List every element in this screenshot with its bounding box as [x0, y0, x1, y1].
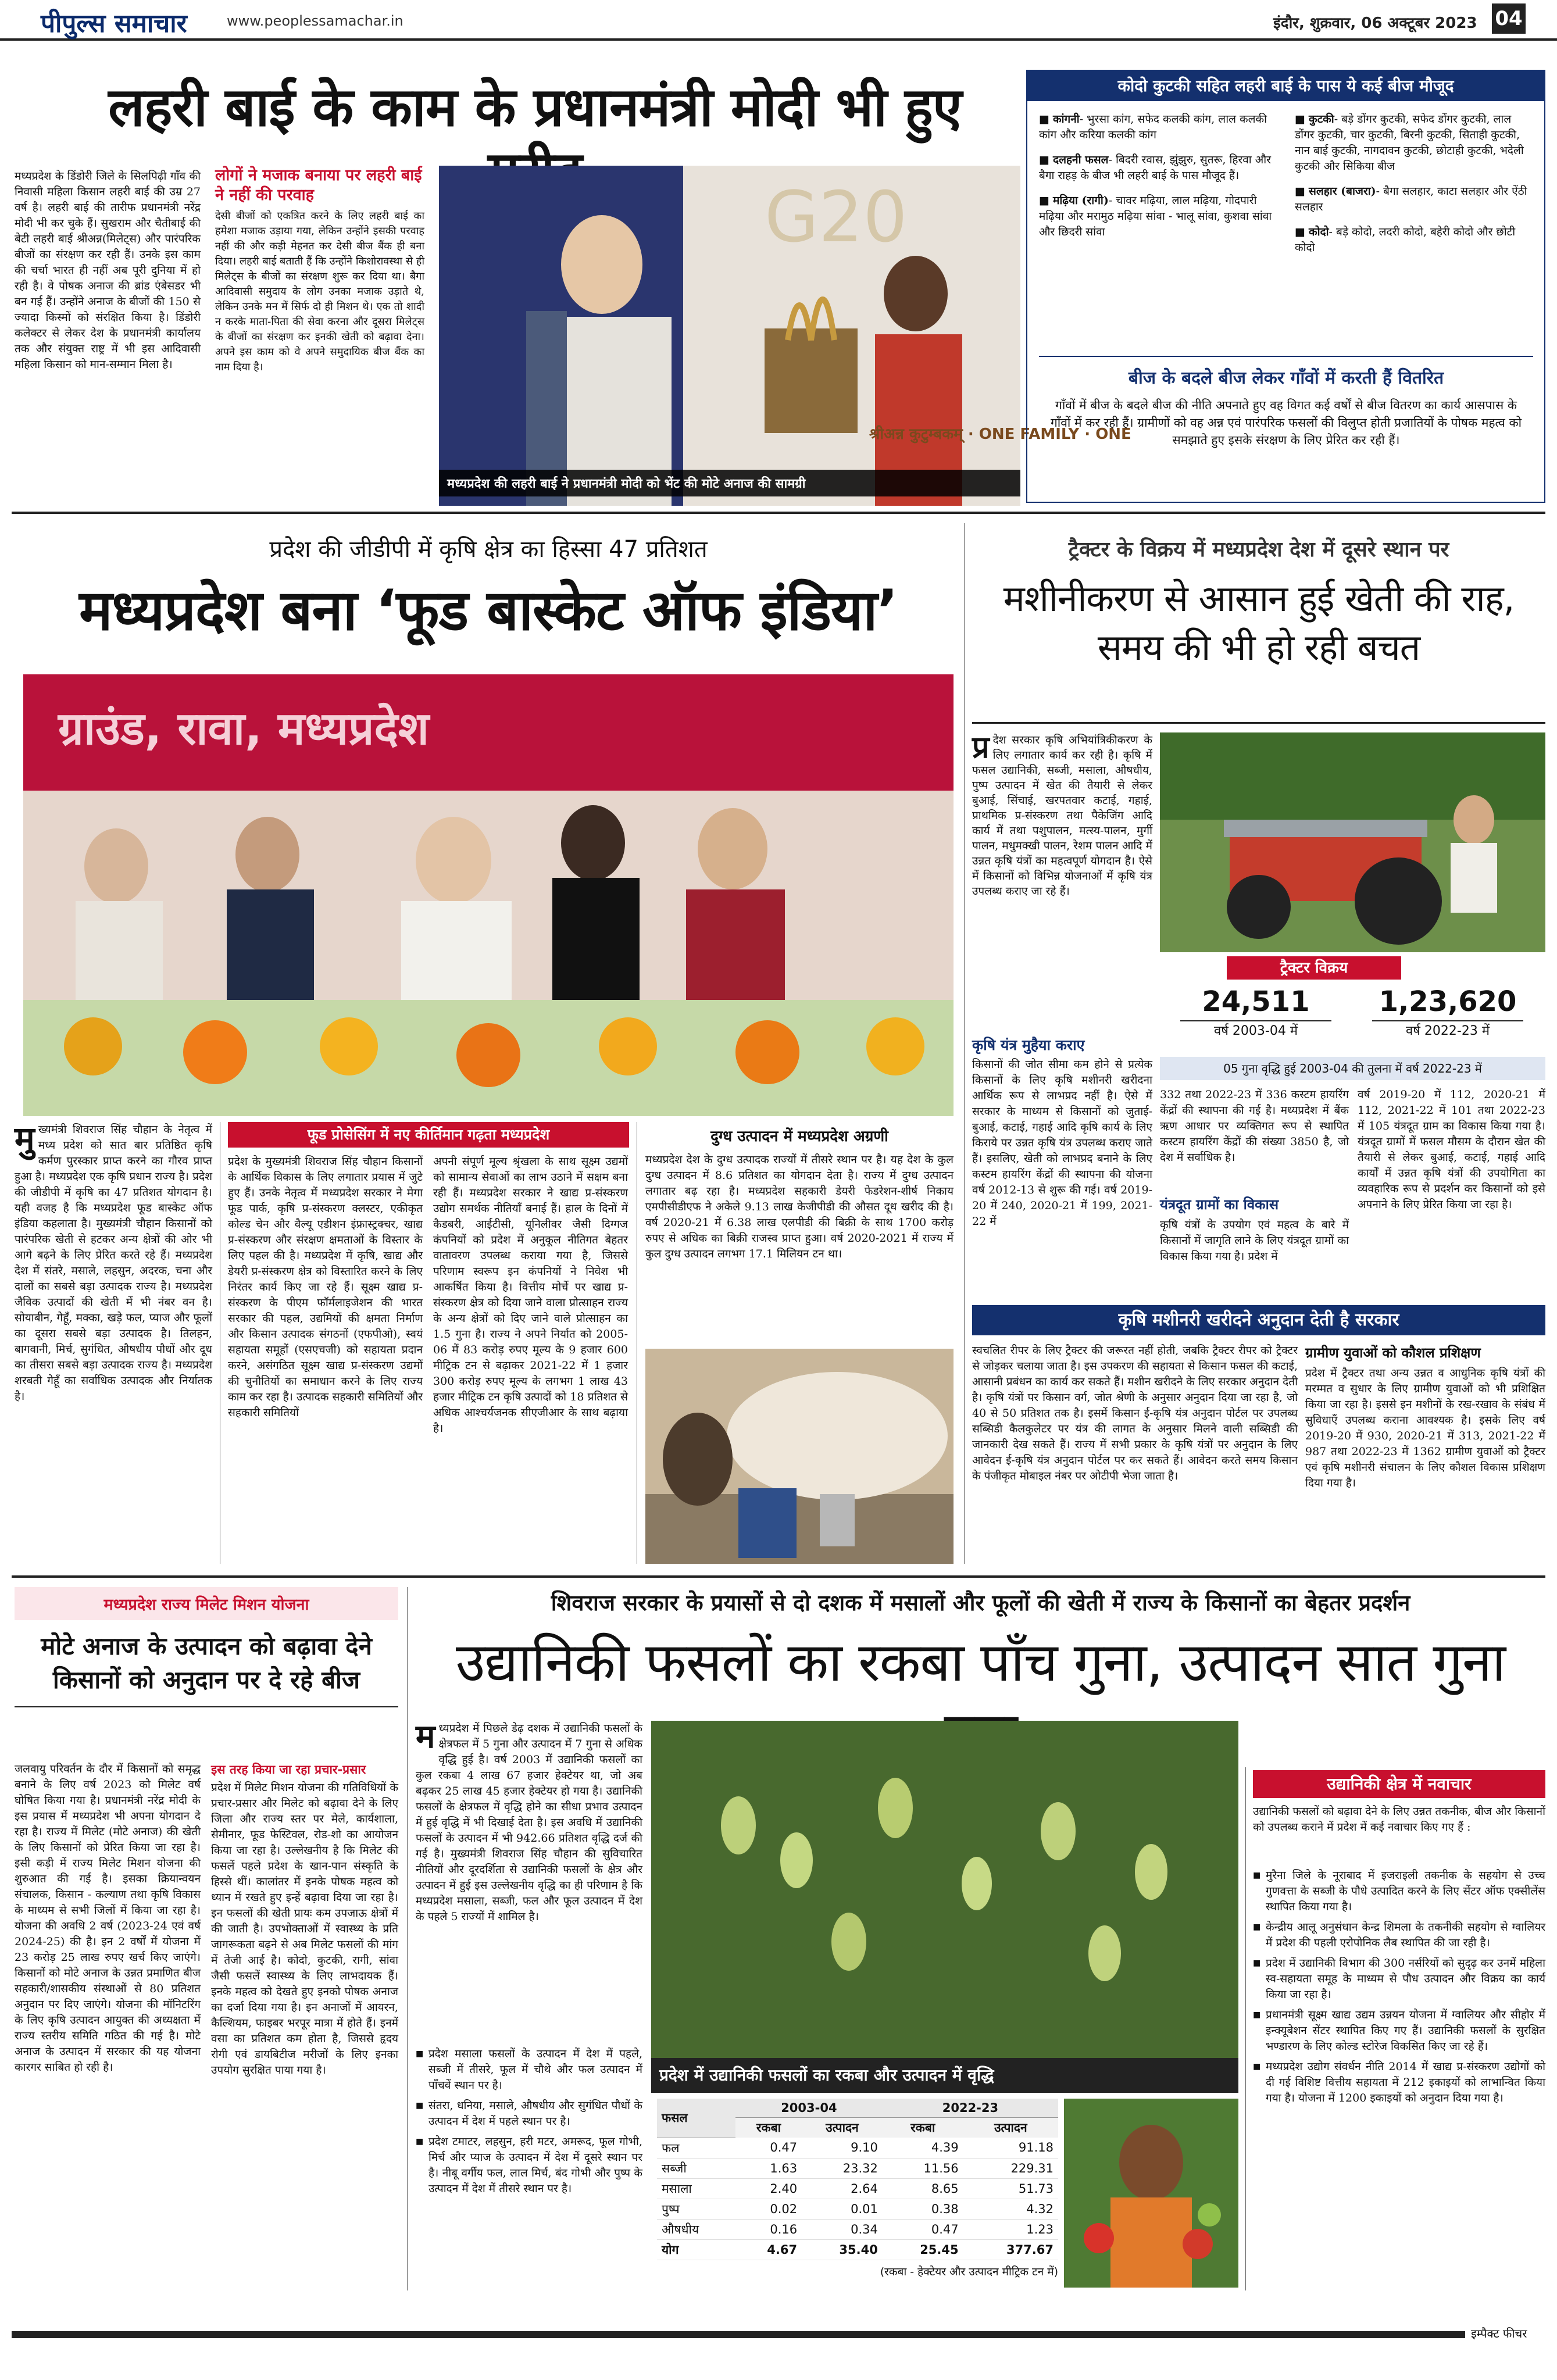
table-subheader: उत्पादन — [994, 2121, 1027, 2135]
section-divider — [12, 512, 1545, 514]
horti-table — [657, 2099, 1058, 2260]
table-cell: 377.67 — [963, 2239, 1058, 2260]
page-number: 04 — [1492, 3, 1526, 34]
table-cell: 0.16 — [735, 2219, 802, 2239]
stage-photo-illustration — [23, 674, 954, 1116]
story1-col2 — [215, 166, 424, 503]
tractor-sales-title: ट्रैक्टर विक्रय — [1227, 956, 1401, 980]
column-rule — [407, 1587, 408, 2290]
photo-mango-orchard — [651, 1721, 1238, 2058]
table-cell: 11.56 — [883, 2158, 963, 2178]
tractor-section — [972, 526, 1545, 724]
horti-table-body — [657, 2138, 1058, 2260]
table-cell: 23.32 — [802, 2158, 883, 2178]
dairy-title: दुग्ध उत्पादन में मध्यप्रदेश अग्रणी — [710, 1128, 888, 1145]
table-cell: 0.01 — [802, 2199, 883, 2219]
photo-illustration — [439, 166, 1131, 506]
table-cell: पुष्प — [657, 2199, 735, 2219]
table-cell: फल — [657, 2138, 735, 2158]
table-cell: मसाला — [657, 2178, 735, 2199]
table-cell: 4.67 — [735, 2239, 802, 2260]
millet-headline: मोटे अनाज के उत्पादन को बढ़ावा देने किसानों को अनुदान पर दे रहे बीज — [15, 1620, 398, 1707]
tractor-col1 — [972, 732, 1152, 1046]
seed-distribution-text: गाँवों में बीज के बदले बीज की नीति अपनाते हुए वह विगत कई वर्षों से बीज वितरण का कार्य आसपास के गाँवों में कर रही हैं। ग्रामीणों को वह अन्न एवं पारंपरिक फसलों की विलुप्त होती प्रजातियों के पोषक महत्व को समझाते हुए इसके संरक्षण के लिए प्रेरित कर रही हैं। — [1050, 398, 1522, 447]
tractor-col1-text: देश सरकार कृषि अभियांत्रिकीकरण के लिए लगातार कार्य कर रही है। कृषि में फसल उद्यानिकी, सब्जी, मसाला, औषधीय, पुष्प उत्पादन में खेत की तैयारी से लेकर बुआई, सिंचाई, खरपतवार कटाई, गहाई, प्राथमिक प्र-संस्करण तथा पैकेजिंग आदि कार्य में तथा पशुपालन, मत्स्य-पालन, मुर्गी पालन, मधुमक्खी पालन, रेशम पालन आदि में उन्नत कृषि यंत्रों का महत्वपूर्ण योगदान है। ऐसे में किसानों को विभिन्न योजनाओं में कृषि यंत्र उपलब्ध कराए जा रहे हैं। — [972, 734, 1152, 898]
table-header: फसल — [657, 2099, 735, 2138]
table-cell: औषधीय — [657, 2219, 735, 2239]
millet-col2 — [211, 1761, 398, 2285]
story1-headline: लहरी बाई के काम के प्रधानमंत्री मोदी भी हुए — [108, 76, 962, 138]
innovation-bullets — [1253, 1868, 1545, 2286]
innovation-bullet: ■ प्रधानमंत्री सूक्ष्म खाद्य उद्यम उन्नयन योजना में ग्वालियर और सीहोर में इन्क्यूबेशन सेंटर स्थापित किए गए हैं। उद्यानिकी फसलों के सुरक्षित भण्डारण के लिए कोल्ड स्टोरेज विकसित किए जा रहे हैं। — [1253, 2007, 1545, 2054]
stat-value: 1,23,620 — [1379, 985, 1517, 1018]
horti-table-note: (रकबा - हेक्टेयर और उत्पादन मीट्रिक टन में) — [880, 2265, 1058, 2278]
dropcap: म — [416, 1718, 435, 1756]
innovation-title: उद्यानिकी क्षेत्र में नवाचार — [1253, 1770, 1545, 1798]
photo-cm-pm-stage — [23, 674, 954, 1116]
tractor-col2-text: 332 तथा 2022-23 में 336 कस्टम हायरिंग केंद्रों की स्थापना की गई है। मध्यप्रदेश में बैंक ऋण आधार पर व्यक्तिगत रूप से स्थापित कस्टम हायरिंग केंद्रों की संख्या 3850 है, जो देश में सर्वाधिक है। — [1160, 1088, 1349, 1164]
table-cell: 0.47 — [735, 2138, 802, 2158]
seeds-box-title: कोदो कुटकी सहित लहरी बाई के पास ये कई बीज मौजूद — [1027, 71, 1544, 101]
horti-table-wrapper — [657, 2099, 1058, 2285]
footer-credit: इम्पैक्ट फीचर — [1471, 2327, 1527, 2340]
food-basket-kicker: प्रदेश की जीडीपी में कृषि क्षेत्र का हिस्सा 47 प्रतिशत — [269, 536, 708, 563]
table-cell: 1.23 — [963, 2219, 1058, 2239]
dairy-photo-illustration — [645, 1349, 954, 1564]
millet-col2-text: प्रदेश में मिलेट मिशन योजना की गतिविधियों के प्रचार-प्रसार और मिलेट को बढ़ावा देने के लिए जिला और राज्य स्तर पर मेले, कार्यशाला, सेमीनार, फूड फेस्टिवल, रोड-शो का आयोजन किया जा रहा है। उल्लेखनीय है कि मिलेट की फसलें पहले प्रदेश के खान-पान संस्कृति के हिस्से थीं। कालांतर में इनके पोषक महत्व को ध्यान में रखते हुए इन्हें बढ़ावा दिया जा रहा है। इन फसलों की खेती प्रायः कम उपजाऊ क्षेत्रों में की जाती है। उपभोक्ताओं में स्वास्थ्य के प्रति जागरूकता बढ़ने से अब मिलेट फसलों की मांग में तेजी आई है। कोदो, कुटकी, रागी, सांवा जैसी फसलें स्वास्थ्य के लिए लाभदायक हैं। इनके महत्व को देखते हुए इनको पोषक अनाज का दर्जा दिया गया है। इन अनाजों में आयरन, कैल्शियम, फाइबर भरपूर मात्रा में होते हैं। इनमें वसा का प्रतिशत कम होता है, जिससे हृदय रोगी एवं डायबिटीज मरीजों के लिए इनका उपयोग सुरक्षित पाया गया है। — [211, 1781, 398, 2077]
tractor-growth-note: 05 गुना वृद्धि हुई 2003-04 की तुलना में वर्ष 2022-23 में — [1160, 1057, 1545, 1080]
photo-woman-tomatoes — [1064, 2099, 1238, 2288]
horti-col1-text: ध्यप्रदेश में पिछले डेढ़ दशक में उद्यानिकी फसलों के क्षेत्रफल में 5 गुना और उत्पादन में 7 गुना से अधिक वृद्धि हुई है। वर्ष 2003 में उद्यानिकी फसलों का कुल रकबा 4 लाख 67 हजार हेक्टेयर था, जो अब बढ़कर 25 लाख 45 हजार हेक्टेयर हो गया है। उद्यानिकी फसलों के क्षेत्रफल में वृद्धि होने का सीधा प्रभाव उत्पादन में हुई वृद्धि में भी दिखाई देता है। इस अवधि में उद्यानिकी फसलों के उत्पादन में भी 942.66 प्रतिशत वृद्धि दर्ज की गई है। मुख्यमंत्री शिवराज सिंह चौहान की सुविचारित नीतियों और दूरदर्शिता से उद्यानिकी फसलों के क्षेत्र और उत्पादन में हुई इस उल्लेखनीय वृद्धि का ही परिणाम है कि मध्यप्रदेश मसाला, सब्जी, फल और फूल उत्पादन में देश के पहले 5 राज्यों में शामिल है। — [416, 1722, 642, 1923]
table-subheader: उत्पादन — [826, 2121, 859, 2135]
youth-training-text: प्रदेश में ट्रैक्टर तथा अन्य उन्नत व आधुनिक कृषि यंत्रों की मरम्मत व सुधार के लिए ग्रामीण युवाओं को भी प्रशिक्षित किया जा रहा है। इससे इन मशीनों के रख-रखाव के संबंध में सुविधाएँ उपलब्ध कराना आवश्यक है। इसके लिए वर्ष 2019-20 में 930, 2020-21 में 313, 2021-22 में 987 तथा 2022-23 में 1362 ग्रामीण युवाओं को ट्रैक्टर एवं कृषि मशीनरी संचालन के लिए कौशल विकास प्रशिक्षण दिया गया है। — [1305, 1367, 1545, 1489]
story1-col1: मध्यप्रदेश के डिंडोरी जिले के सिलपिढ़ी गाँव की निवासी महिला किसान लहरी बाई की उम्र 27 वर्ष है। लहरी बाई की तारीफ प्रधानमंत्री नरेंद्र मोदी भी कर चुके हैं। सुखराम और चैतीबाई की बेटी लहरी बाई श्रीअन्न(मिलेट्स) और पारंपरिक बीजों का संरक्षण कर रही हैं। उनके इस काम की चर्चा भारत ही नहीं अब पूरी दुनिया में हो रही है। वे पोषक अनाज की ब्रांड एंबेसडर भी बन गई हैं। उन्होंने अनाज के बीजों की 150 से ज्यादा किस्मों को संरक्षित किया है। डिंडोरी कलेक्टर से लेकर देश के प्रधानमंत्री कार्यालय तक और संयुक्त राष्ट्र में भी इस आदिवासी महिला किसान को मान-सम्मान मिला है। — [15, 170, 201, 371]
photo-banner-text: श्रीअन्न कुटुम्बकम् · ONE FAMILY · ONE — [869, 426, 1131, 443]
millet-kicker: मध्यप्रदेश राज्य मिलेट मिशन योजना — [15, 1587, 398, 1620]
dateline: इंदौर, शुक्रवार, 06 अक्टूबर 2023 — [1273, 15, 1477, 32]
table-header: 2022-23 — [883, 2099, 1058, 2118]
seeds-left-list — [1039, 112, 1283, 240]
horti-headline: उद्यानिकी फसलों का रकबा पाँच गुना, उत्पादन सात गुना — [455, 1631, 1506, 1693]
table-cell: 2.40 — [735, 2178, 802, 2199]
mango-photo-illustration — [651, 1721, 1238, 2058]
table-subheader: रकबा — [910, 2121, 935, 2135]
innovation-bullet: ■ प्रदेश में उद्यानिकी विभाग की 300 नर्सरियों को सुदृढ़ कर उनमें महिला स्व-सहायता समूह के माध्यम से पौध उत्पादन और विक्रय का कार्य किया जा रहा है। — [1253, 1956, 1545, 2003]
table-cell: 4.39 — [883, 2138, 963, 2158]
story1-col2-text: देसी बीजों को एकत्रित करने के लिए लहरी बाई का हमेशा मजाक उड़ाया गया, लेकिन उन्होंने इसकी परवाह नहीं की और कड़ी मेहनत कर देसी बीज बैंक ही बना दिया। लहरी बाई बताती हैं कि उन्होंने किशोरावस्था से ही मिलेट्स के बीजों का संरक्षण शुरू कर दिया था। बैगा आदिवासी समुदाय के लोग उनका मजाक उड़ाते थे, लेकिन उनके मन में सिर्फ दो ही मिशन थे। एक तो शादी न करके माता-पिता की सेवा करना और दूसरा मिलेट्स के बीजों का संरक्षण कर इनकी खेती को बढ़ावा देना। अपने इस काम को वे अपने समुदायिक बीज बैंक का नाम दिया है। — [215, 210, 424, 373]
table-cell: 25.45 — [883, 2239, 963, 2260]
horti-table-title: प्रदेश में उद्यानिकी फसलों का रकबा और उत्पादन में वृद्धि — [651, 2058, 1238, 2093]
table-row — [657, 2199, 1058, 2219]
table-cell: 0.38 — [883, 2199, 963, 2219]
grant-text: स्वचलित रीपर के लिए ट्रैक्टर की जरूरत नहीं होती, जबकि ट्रैक्टर रीपर को ट्रैक्टर से जोड़कर चलाया जाता है। इस उपकरण की सहायता से किसान फसल की कटाई, आसानी प्रबंधन का कार्य कर सकते हैं। मशीन खरीदने के लिए सरकार अनुदान देती है। कृषि यंत्रों पर किसान वर्ग, जोत श्रेणी के अनुसार अनुदान दिया जा रहा है, जो 40 से 50 प्रतिशत तक है। इसमें किसान ई-कृषि यंत्र अनुदान पोर्टल पर उपलब्ध सब्सिडी कैलकुलेटर पर यंत्र की लागत के अनुसार मिलने वाली सब्सिडी की जानकारी देख सकते हैं। राज्य में सभी प्रकार के कृषि यंत्रों पर अनुदान के लिए आवेदन ई-कृषि यंत्र अनुदान पोर्टल पर कर सकते हैं। आवेदन करते समय किसान के पंजीकृत मोबाइल नंबर पर ओटीपी भेजा जाता है। — [972, 1344, 1298, 1482]
innovation-bullet: ■ मुरैना जिले के नूराबाद में इजराइली तकनीक के सहयोग से उच्च गुणवत्ता के सब्जी के पौधे उत्पादित करने के लिए सेंटर ऑफ एक्सीलेंस स्थापित किया गया है। — [1253, 1868, 1545, 1915]
seed-item: ■ सलहार (बाजरा)- बैगा सलहार, काटा सलहार और ऐंठी सलहार — [1295, 185, 1527, 213]
tractor-stat-2003 — [1163, 985, 1349, 1039]
tractor-col2 — [1160, 1087, 1349, 1302]
stat-value: 24,511 — [1202, 985, 1310, 1018]
story1-photo-caption: मध्यप्रदेश की लहरी बाई ने प्रधानमंत्री मोदी को भेंट की मोटे अनाज की सामग्री — [439, 470, 1020, 496]
footer-bar — [12, 2331, 1465, 2338]
table-row — [657, 2239, 1058, 2260]
stat-label: वर्ष 2022-23 में — [1372, 1020, 1523, 1039]
seeds-box — [1026, 70, 1545, 503]
millet-sub: इस तरह किया जा रहा प्रचार-प्रसार — [211, 1763, 366, 1777]
website-url[interactable]: www.peoplessamachar.in — [227, 13, 403, 29]
story1-subhead: लोगों ने मजाक बनाया पर लहरी बाई ने नहीं की परवाह — [215, 166, 422, 204]
svg-text:G20: G20 — [765, 177, 908, 258]
table-cell: 0.34 — [802, 2219, 883, 2239]
tractor-photo-illustration — [1160, 732, 1545, 952]
table-cell: 51.73 — [963, 2178, 1058, 2199]
food-basket-col1-text: ख्यमंत्री शिवराज सिंह चौहान के नेतृत्व में मध्य प्रदेश को सात बार प्रतिष्ठित कृषि कर्मण पुरस्कार प्राप्त करने का गौरव प्राप्त हुआ है। मध्यप्रदेश एक कृषि प्रधान राज्य है। प्रदेश की जीडीपी में कृषि का 47 प्रतिशत योगदान है। यही वजह है कि मध्यप्रदेश फूड बास्केट ऑफ इंडिया कहलाता है। मुख्यमंत्री चौहान किसानों को पारंपरिक खेती से हटकर अन्य क्षेत्रों की ओर भी आगे बढ़ने के लिए प्रेरित करते रहे हैं। मध्यप्रदेश देश में संतरे, मसाले, लहसुन, अदरक, चना और दालों का सबसे बड़ा उत्पादक राज्य है। मध्यप्रदेश जैविक उत्पादों की खेती में भी नंबर वन है। सोयाबीन, गेहूँ, मक्का, खड़े फल, प्याज और फूलों का दूसरा सबसे बड़ा उत्पादक है। तिलहन, बागवानी, मिर्च, सुगंधित, औषधीय पौधों और दूध का तीसरा सबसे बड़ा उत्पादक राज्य है। मध्यप्रदेश शरबती गेहूँ का सर्वाधिक उत्पादक और निर्यातक है। — [15, 1123, 212, 1403]
newspaper-logo[interactable]: पीपुल्स समाचार — [41, 9, 187, 38]
seed-distribution-title: बीज के बदले बीज लेकर गाँवों में करती हैं वितरित — [1039, 356, 1533, 389]
tractor-sub2: यंत्रदूत ग्रामों का विकास — [1160, 1196, 1279, 1213]
masthead — [0, 0, 1557, 41]
dropcap: मु — [15, 1119, 35, 1159]
horti-bullet: ■ संतरा, धनिया, मसाले, औषधीय और सुगंधित पौधों के उत्पादन में देश में पहले स्थान पर है। — [416, 2098, 642, 2129]
tomato-photo-illustration — [1064, 2099, 1238, 2288]
table-cell: 9.10 — [802, 2138, 883, 2158]
tractor-headline: मशीनीकरण से आसान हुई खेती की राह, समय की भी हो रही बचत — [1003, 577, 1515, 669]
table-subheader: रकबा — [756, 2121, 781, 2135]
table-cell: 1.63 — [735, 2158, 802, 2178]
photo-modi-lahri-bai — [439, 166, 1131, 506]
millet-col1: जलवायु परिवर्तन के दौर में किसानों को समृद्ध बनाने के लिए वर्ष 2023 को मिलेट वर्ष घोषित किया गया है। प्रधानमंत्री नरेंद्र मोदी के इस प्रयास में मध्यप्रदेश भी अपना योगदान दे रहा है। राज्य में मिलेट (मोटे अनाज) की खेती के लिए किसानों को प्रेरित किया जा रहा है। इसी कड़ी में राज्य मिलेट मिशन योजना की शुरुआत की गई है। इसका क्रियान्वयन संचालक, किसान - कल्याण तथा कृषि विकास के माध्यम से सभी जिलों में किया जा रहा है। योजना की अवधि 2 वर्ष (2023-24 एवं वर्ष 2024-25) की है। इन 2 वर्षों में योजना में 23 करोड़ 25 लाख रुपए खर्च किए जाएंगे। किसानों को मोटे अनाज के उन्नत प्रमाणित बीज सहकारी/शासकीय संस्थाओं से 80 प्रतिशत अनुदान पर दिए जाएंगे। योजना की मॉनिटरिंग के लिए कृषि उत्पादन आयुक्त की अध्यक्षता में राज्य स्तरीय समिति गठित की गई है। मोटे अनाज के उत्पादन में सरकार की यह योजना कारगर साबित हो रही है। — [15, 1763, 201, 2074]
seed-item: ■ कुटकी- बड़े डोंगर कुटकी, सफेद डोंगर कुटकी, लाल डोंगर कुटकी, चार कुटकी, बिरनी कुटकी, सिताही कुटकी, नान बाई कुटकी, नागदावन कुटकी, छोटाही कुटकी, भदेली कुटकी और सिकिया बीज — [1295, 113, 1524, 173]
youth-training-title: ग्रामीण युवाओं को कौशल प्रशिक्षण — [1305, 1345, 1481, 1361]
table-cell: सब्जी — [657, 2158, 735, 2178]
table-cell: 4.32 — [963, 2199, 1058, 2219]
column-rule — [964, 523, 965, 1564]
table-cell: 0.47 — [883, 2219, 963, 2239]
tractor-col1b: किसानों की जोत सीमा कम होने से प्रत्येक किसानों के लिए कृषि मशीनरी खरीदना आर्थिक रूप से लाभप्रद नहीं है। ऐसे में सरकार के माध्यम से किसानों को जुताई-बुआई, कटाई, गहाई आदि कृषि कार्य के लिए किराये पर उन्नत कृषि यंत्र उपलब्ध कराए जाते हैं। इसलिए, खेती को लाभप्रद बनाने के लिए कस्टम हायरिंग केंद्रों की स्थापना की योजना वर्ष 2012-13 से शुरू की गई। वर्ष 2019-20 में 240, 2020-21 में 199, 2021- 22 में — [972, 1058, 1152, 1228]
seed-item: ■ मढ़िया (रागी)- चावर मढ़िया, लाल मढ़िया, गोदपारी मढ़िया और मरामुठ मढ़िया सांवा - भालू सांवा, कुशवा सांवा और छिदरी सांवा — [1039, 194, 1272, 238]
seed-item: ■ दलहनी फसल- बिदरी रवास, झुंझुरु, सुतरू, हिरवा और बैगा राहड़ के बीज भी लहरी बाई के पास मौजूद हैं। — [1039, 153, 1271, 182]
horti-bullets — [416, 2046, 642, 2285]
millet-section — [15, 1587, 398, 2290]
tractor-stat-2022 — [1355, 985, 1541, 1039]
tractor-col2b-text: कृषि यंत्रों के उपयोग एवं महत्व के बारे में किसानों में जागृति लाने के लिए यंत्रदूत ग्रामों का विकास किया गया है। प्रदेश में — [1160, 1218, 1349, 1263]
innovation-box — [1253, 1770, 1545, 2290]
food-basket-col3: अपनी संपूर्ण मूल्य श्रृंखला के साथ सूक्ष्म उद्यमों को सामान्य सेवाओं का लाभ उठाने में सक्षम बना रही हैं। मध्यप्रदेश सरकार ने खाद्य प्र-संस्करण उद्योग समर्थक नीतियाँ बनाई हैं। हाल के दिनों में कैडबरी, आईटीसी, यूनिलीवर जैसी दिग्गज कंपनियों को प्रदेश में अनुकूल नीतिगत बेहतर वातावरण उपलब्ध कराया गया है, जिससे परिणाम स्वरूप इन कंपनियों ने निवेश भी आकर्षित किया है। वित्तीय मोर्चे पर खाद्य प्र-संस्करण क्षेत्र को दिया जाने वाला प्रोत्साहन राज्य के अन्य क्षेत्रों को दिए जाने वाले प्रोत्साहन का 1.5 गुना है। राज्य ने अपने निर्यात को 2005-06 में 83 करोड़ रुपए मूल्य के 9 हजार 600 मीट्रिक टन से बढ़ाकर 2021-22 में 1 हजार 300 करोड़ रुपए मूल्य के लगभग 1 लाख 43 हजार मीट्रिक टन कृषि उत्पादों को 18 प्रतिशत से अधिक आश्चर्यजनक सीएजीआर के साथ बढ़ाया है। — [433, 1155, 628, 1435]
tractor-kicker: ट्रैक्टर के विक्रय में मध्यप्रदेश देश में दूसरे स्थान पर — [1068, 538, 1449, 562]
horti-bullet: ■ प्रदेश टमाटर, लहसुन, हरी मटर, अमरूद, फूल गोभी, मिर्च और प्याज के उत्पादन में देश में दूसरे स्थान पर है। नीबू वर्गीय फल, लाल मिर्च, बंद गोभी और पुष्प के उत्पादन में देश में तीसरे स्थान पर है। — [416, 2134, 642, 2197]
table-row — [657, 2158, 1058, 2178]
stage-backdrop-text: ग्राउंड, रावा, मध्यप्रदेश — [58, 703, 429, 755]
column-rule — [1245, 1767, 1246, 2290]
youth-training-box — [1305, 1343, 1545, 1564]
horti-bullet: ■ प्रदेश मसाला फसलों के उत्पादन में देश में पहले, सब्जी में तीसरे, फूल में चौथे और फल उत्पादन में पाँचवें स्थान पर है। — [416, 2046, 642, 2093]
photo-dairy-farmer — [645, 1349, 954, 1564]
table-cell: योग — [657, 2239, 735, 2260]
food-basket-headline: मध्यप्रदेश बना ‘फूड बास्केट ऑफ इंडिया’ — [79, 578, 898, 643]
seed-item: ■ कांगनी- भुरसा कांग, सफेद कलकी कांग, लाल कलकी कांग और करिया कलकी कांग — [1039, 113, 1267, 141]
dropcap: प्र — [972, 730, 990, 765]
table-cell: 8.65 — [883, 2178, 963, 2199]
stat-label: वर्ष 2003-04 में — [1180, 1020, 1331, 1039]
food-basket-col4: मध्यप्रदेश देश के दुग्ध उत्पादक राज्यों में तीसरे स्थान पर है। यह देश के कुल दुग्ध उत्पादन में 8.6 प्रतिशत का योगदान देता है। राज्य में दुग्ध उत्पादन लगातार बढ़ रहा है। मध्यप्रदेश सहकारी डेयरी फेडरेशन-शीर्ष निकाय एमपीसीडीएफ ने अकेले 9.13 लाख केजीपीडी की औसत दूध खरीद की है। वर्ष 2020-21 में 6.38 लाख एलपीडी की बिक्री के साथ 1700 करोड़ रुपए से अधिक का बिक्री राजस्व प्राप्त हुआ। वर्ष 2020-2021 में राज्य में कुल दुग्ध उत्पादन लगभग 17.1 मिलियन टन था। — [645, 1153, 954, 1260]
table-row — [657, 2138, 1058, 2158]
horti-col1 — [416, 1718, 642, 2290]
table-row — [657, 2219, 1058, 2239]
table-cell: 35.40 — [802, 2239, 883, 2260]
food-basket-col2: प्रदेश के मुख्यमंत्री शिवराज सिंह चौहान किसानों के आर्थिक विकास के लिए लगातार प्रयास में जुटे हुए हैं। उनके नेतृत्व में मध्यप्रदेश सरकार ने मेगा फूड पार्क, कृषि प्र-संस्करण क्लस्टर, एकीकृत कोल्ड चेन और वैल्यू एडीशन इंफ्रास्ट्रक्चर, खाद्य प्र-संस्करण और संरक्षण क्षमताओं के विस्तार के लिए पहल की है। मध्यप्रदेश में कृषि, खाद्य और डेयरी प्र-संस्करण क्षेत्र को विस्तारित करने के लिए निरंतर कार्य किए जा रहे हैं। सूक्ष्म खाद्य प्र-संस्करण के पीएम फॉर्मलाइजेशन की भारत सरकार की पहल, उद्यमियों की क्षमता निर्माण और किसान उत्पादक संगठनों (एफपीओ), स्वयं सहायता समूहों (एसएचजी) को सहायता प्रदान करने, असंगठित सूक्ष्म खाद्य प्र-संस्करण उद्यमों की चुनौतियों का समाधान करने के लिए राज्य काम कर रहा है। उत्पादक सहकारी समितियों और सहकारी समितियों — [228, 1155, 423, 1419]
photo-cm-on-tractor — [1160, 732, 1545, 952]
seeds-right-list — [1295, 112, 1533, 256]
food-processing-title: फूड प्रोसेसिंग में नए कीर्तिमान गढ़ता मध्यप्रदेश — [228, 1122, 629, 1148]
tractor-sub1: कृषि यंत्र मुहैया कराए — [972, 1037, 1085, 1053]
grant-title: कृषि मशीनरी खरीदने अनुदान देती है सरकार — [972, 1305, 1545, 1335]
food-basket-col1 — [15, 1119, 212, 1564]
table-cell: 91.18 — [963, 2138, 1058, 2158]
horti-kicker: शिवराज सरकार के प्रयासों से दो दशक में मसालों और फूलों की खेती में राज्य के किसानों का बेहतर प्रदर्शन — [551, 1590, 1410, 1616]
table-cell: 229.31 — [963, 2158, 1058, 2178]
seed-item: ■ कोदो- बड़े कोदो, लदरी कोदो, बहेरी कोदो और छोटी कोदो — [1295, 226, 1516, 254]
table-row — [657, 2178, 1058, 2199]
table-cell: 2.64 — [802, 2178, 883, 2199]
innovation-bullet: ■ मध्यप्रदेश उद्योग संवर्धन नीति 2014 में खाद्य प्र-संस्करण उद्योगों को दी गई विशिष्ट वित्तीय सहायता में 212 इकाइयों को लाभान्वित किया गया है। योजना में 1200 इकाइयों को अनुदान दिया गया है। — [1253, 2059, 1545, 2106]
innovation-bullet: ■ केन्द्रीय आलू अनुसंधान केन्द्र शिमला के तकनीकी सहयोग से ग्वालियर में प्रदेश की पहली एरोपोनिक लैब स्थापित की जा रही है। — [1253, 1920, 1545, 1951]
section-divider — [12, 1575, 1545, 1578]
tractor-col3: वर्ष 2019-20 में 112, 2020-21 में 112, 2021-22 में 101 तथा 2022-23 में 105 यंत्रदूत ग्राम का विकास किया गया है। यंत्रदूत ग्रामों में फसल मौसम के दौरान खेत की तैयारी से लेकर बुआई, कटाई, गहाई आदि कार्यों में उन्नत कृषि यंत्रों की उपयोगिता का व्यवहारिक रूप से प्रदर्शन कर किसानों को इसे अपनाने के लिए प्रेरित किया जा रहा है। — [1358, 1088, 1545, 1211]
table-header: 2003-04 — [735, 2099, 883, 2118]
table-cell: 0.02 — [735, 2199, 802, 2219]
innovation-intro: उद्यानिकी फसलों को बढ़ावा देने के लिए उन्नत तकनीक, बीज और किसानों को उपलब्ध कराने में प्रदेश में कई नवाचार किए गए हैं : — [1253, 1805, 1545, 1834]
